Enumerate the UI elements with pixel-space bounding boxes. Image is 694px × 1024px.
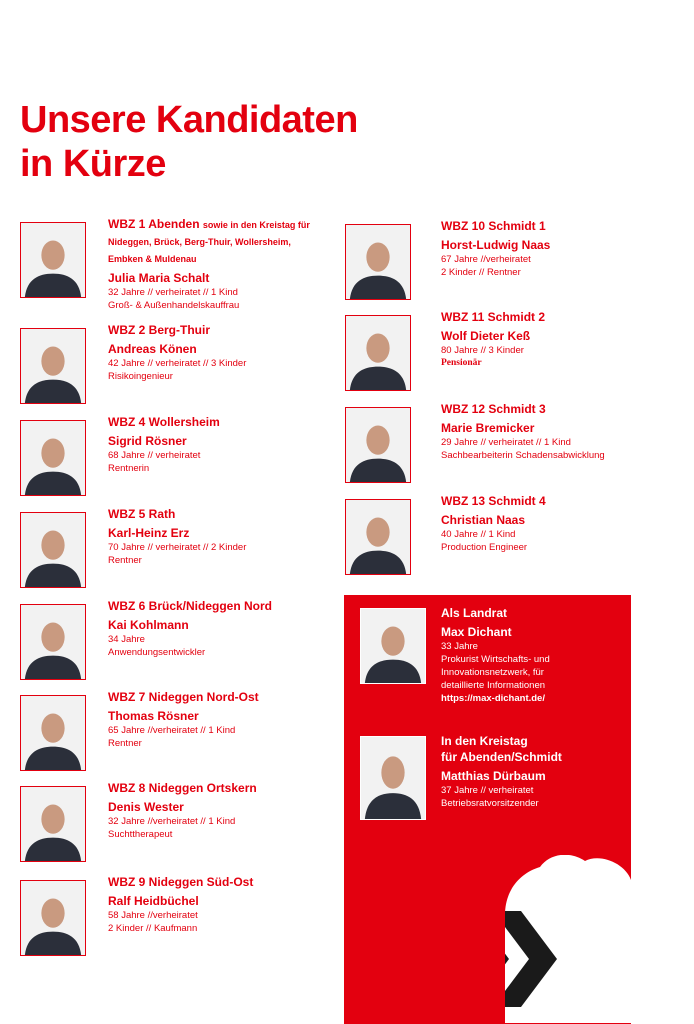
candidate-district: WBZ 5 Rath bbox=[108, 507, 176, 521]
candidate-name: Karl-Heinz Erz bbox=[108, 526, 190, 540]
candidate-photo bbox=[20, 512, 86, 588]
candidate-detail: 32 Jahre //verheiratet // 1 Kind bbox=[108, 816, 236, 827]
candidate-detail: 34 Jahre bbox=[108, 634, 145, 645]
title-line-2: in Kürze bbox=[20, 143, 166, 185]
portrait-head bbox=[41, 531, 64, 560]
portrait-head bbox=[381, 627, 404, 656]
candidate-name: Julia Maria Schalt bbox=[108, 271, 210, 285]
candidate-info bbox=[441, 605, 631, 705]
portrait-head bbox=[366, 334, 389, 363]
candidate-name: Sigrid Rösner bbox=[108, 434, 187, 448]
portrait-head bbox=[366, 426, 389, 455]
portrait-head bbox=[366, 243, 389, 272]
candidate-district: WBZ 1 Abenden sowie in den Kreistag für Nideggen, Brück, Berg-Thuir, Wollersheim, Embken & Muldenau bbox=[108, 217, 310, 264]
candidate-district: WBZ 7 Nideggen Nord-Ost bbox=[108, 690, 259, 704]
portrait-head bbox=[41, 347, 64, 376]
candidate-photo bbox=[345, 499, 411, 575]
candidate-occupation: Production Engineer bbox=[441, 542, 528, 553]
candidate-detail: 37 Jahre // verheiratet bbox=[441, 785, 534, 796]
portrait-head bbox=[41, 805, 64, 834]
candidate-info bbox=[108, 322, 318, 383]
portrait-silhouette bbox=[346, 500, 410, 574]
candidate-detail: Innovationsnetzwerk, für bbox=[441, 667, 544, 678]
candidate-info bbox=[108, 506, 318, 567]
candidate-info bbox=[441, 733, 631, 810]
candidate-detail: Prokurist Wirtschafts- und bbox=[441, 654, 550, 665]
candidate-detail: 32 Jahre // verheiratet // 1 Kind bbox=[108, 287, 238, 298]
candidate-info bbox=[441, 401, 691, 462]
candidate-photo bbox=[20, 328, 86, 404]
portrait-silhouette bbox=[21, 329, 85, 403]
candidate-detail: 29 Jahre // verheiratet // 1 Kind bbox=[441, 437, 571, 448]
page-title bbox=[20, 98, 358, 186]
candidate-photo bbox=[345, 407, 411, 483]
candidate-detail: 65 Jahre //verheiratet // 1 Kind bbox=[108, 725, 236, 736]
portrait-silhouette bbox=[21, 696, 85, 770]
candidate-district: WBZ 10 Schmidt 1 bbox=[441, 219, 546, 233]
candidate-photo bbox=[345, 224, 411, 300]
candidate-occupation: Risikoingenieur bbox=[108, 371, 173, 382]
candidate-occupation: Anwendungsentwickler bbox=[108, 647, 206, 658]
candidate-photo bbox=[20, 786, 86, 862]
portrait-silhouette bbox=[21, 223, 85, 297]
candidate-occupation: Groß- & Außenhandelskauffrau bbox=[108, 300, 240, 311]
candidate-occupation: 2 Kinder // Rentner bbox=[441, 267, 521, 278]
candidate-detail: detaillierte Informationen bbox=[441, 680, 546, 691]
portrait-silhouette bbox=[346, 408, 410, 482]
portrait-head bbox=[41, 439, 64, 468]
kreistag-heading: In den Kreistag bbox=[441, 734, 528, 748]
candidate-name: Andreas Könen bbox=[108, 342, 197, 356]
candidate-district: WBZ 6 Brück/Nideggen Nord bbox=[108, 599, 273, 613]
candidate-photo bbox=[345, 315, 411, 391]
portrait-silhouette bbox=[346, 316, 410, 390]
candidate-info bbox=[441, 493, 651, 554]
portrait-silhouette bbox=[21, 513, 85, 587]
title-line-1: Unsere Kandidaten bbox=[20, 99, 358, 141]
portrait-silhouette bbox=[21, 881, 85, 955]
candidate-info bbox=[108, 598, 318, 659]
candidate-name: Horst-Ludwig Naas bbox=[441, 238, 551, 252]
candidate-occupation: Sachbearbeiterin Schadensabwicklung bbox=[441, 450, 605, 461]
portrait-head bbox=[41, 623, 64, 652]
candidate-detail: 67 Jahre //verheiratet bbox=[441, 254, 531, 265]
candidate-district: WBZ 8 Nideggen Ortskern bbox=[108, 781, 257, 795]
candidate-detail: 40 Jahre // 1 Kind bbox=[441, 529, 516, 540]
candidate-info bbox=[441, 218, 651, 279]
candidate-detail: 80 Jahre // 3 Kinder bbox=[441, 345, 524, 356]
candidate-district: WBZ 12 Schmidt 3 bbox=[441, 402, 546, 416]
candidate-occupation: 2 Kinder // Kaufmann bbox=[108, 923, 198, 934]
candidate-info bbox=[108, 780, 318, 841]
portrait-head bbox=[41, 241, 64, 270]
candidate-photo bbox=[20, 880, 86, 956]
candidate-photo bbox=[20, 420, 86, 496]
candidate-district: WBZ 2 Berg-Thuir bbox=[108, 323, 210, 337]
candidate-detail: 70 Jahre // verheiratet // 2 Kinder bbox=[108, 542, 247, 553]
candidate-district: WBZ 13 Schmidt 4 bbox=[441, 494, 546, 508]
candidate-occupation: Rentnerin bbox=[108, 463, 150, 474]
candidate-name: Max Dichant bbox=[441, 625, 512, 639]
portrait-silhouette bbox=[361, 609, 425, 683]
candidate-name: Ralf Heidbüchel bbox=[108, 894, 199, 908]
candidate-photo bbox=[20, 222, 86, 298]
portrait-silhouette bbox=[21, 421, 85, 495]
portrait-head bbox=[381, 756, 404, 788]
candidate-district: WBZ 11 Schmidt 2 bbox=[441, 310, 546, 324]
candidate-photo bbox=[360, 608, 426, 684]
candidate-detail: 68 Jahre // verheiratet bbox=[108, 450, 201, 461]
candidate-detail: 33 Jahre bbox=[441, 641, 478, 652]
portrait-silhouette bbox=[21, 605, 85, 679]
candidate-name: Denis Wester bbox=[108, 800, 184, 814]
candidate-name: Marie Bremicker bbox=[441, 421, 535, 435]
cloud-chevron-logo bbox=[505, 855, 631, 1024]
candidate-district: WBZ 4 Wollersheim bbox=[108, 415, 220, 429]
website-link[interactable]: https://max-dichant.de/ bbox=[441, 693, 545, 704]
candidate-info bbox=[441, 309, 651, 370]
candidate-info bbox=[108, 874, 318, 935]
candidate-name: Kai Kohlmann bbox=[108, 618, 189, 632]
candidate-occupation: Rentner bbox=[108, 738, 142, 749]
candidate-name: Matthias Dürbaum bbox=[441, 769, 546, 783]
candidate-info bbox=[108, 216, 318, 312]
candidate-occupation: Rentner bbox=[108, 555, 142, 566]
candidate-name: Thomas Rösner bbox=[108, 709, 199, 723]
candidate-detail: 58 Jahre //verheiratet bbox=[108, 910, 198, 921]
portrait-head bbox=[41, 714, 64, 743]
portrait-head bbox=[41, 899, 64, 928]
candidate-occupation: Betriebsratvorsitzender bbox=[441, 798, 539, 809]
portrait-silhouette bbox=[361, 737, 425, 819]
candidate-photo bbox=[360, 736, 426, 820]
candidate-info bbox=[108, 414, 318, 475]
portrait-silhouette bbox=[346, 225, 410, 299]
kreistag-heading: für Abenden/Schmidt bbox=[441, 750, 562, 764]
landrat-heading: Als Landrat bbox=[441, 606, 508, 620]
candidate-occupation: Pensionär bbox=[441, 358, 482, 368]
candidate-occupation: Suchttherapeut bbox=[108, 829, 173, 840]
candidate-info bbox=[108, 689, 318, 750]
candidate-photo bbox=[20, 695, 86, 771]
candidate-photo bbox=[20, 604, 86, 680]
candidate-district-extra: sowie in den Kreistag für Nideggen, Brück, Berg-Thuir, Wollersheim, Embken & Muldenau bbox=[108, 220, 310, 264]
portrait-head bbox=[366, 518, 389, 547]
candidate-name: Christian Naas bbox=[441, 513, 526, 527]
candidate-district: WBZ 9 Nideggen Süd-Ost bbox=[108, 875, 254, 889]
portrait-silhouette bbox=[21, 787, 85, 861]
candidate-name: Wolf Dieter Keß bbox=[441, 329, 531, 343]
candidate-detail: 42 Jahre // verheiratet // 3 Kinder bbox=[108, 358, 247, 369]
